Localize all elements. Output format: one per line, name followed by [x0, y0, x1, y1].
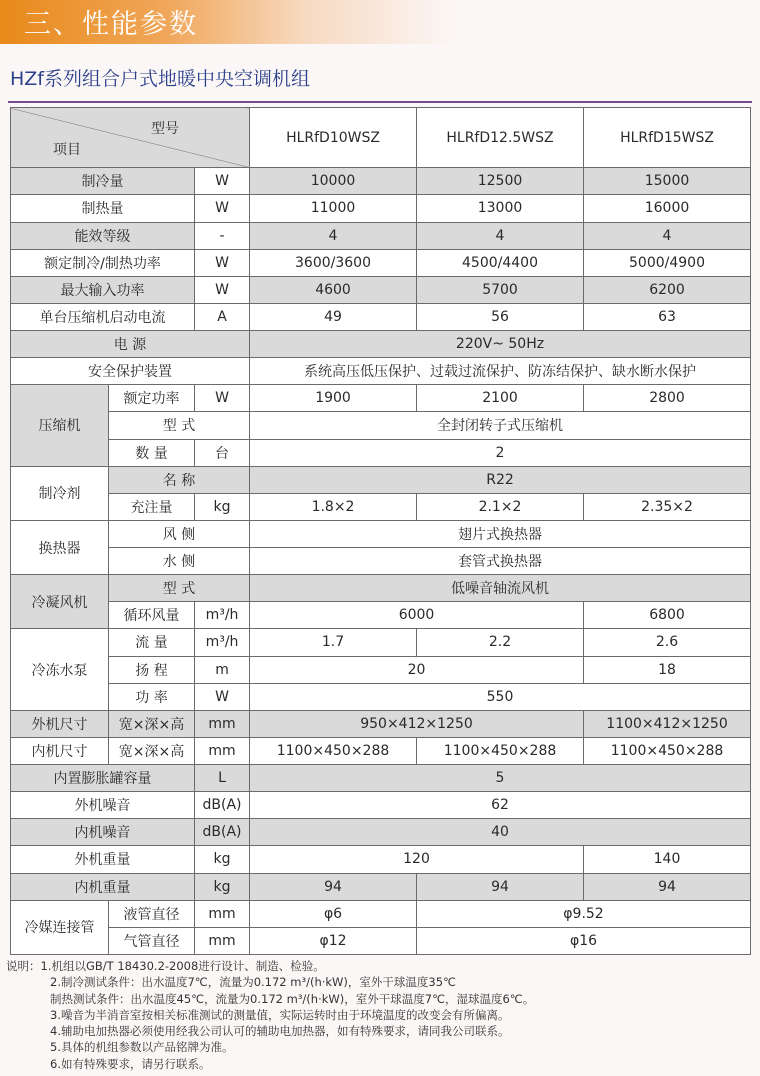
row-value: 6000 [250, 602, 584, 629]
model-name: HLRfD10WSZ [250, 108, 417, 168]
model-name: HLRfD12.5WSZ [417, 108, 584, 168]
table-row [11, 520, 751, 547]
table-row [11, 710, 751, 737]
row-value: 62 [250, 792, 751, 819]
row-value: φ9.52 [417, 900, 751, 927]
table-row [11, 629, 751, 656]
note-line: 4.辅助电加热器必须使用经我公司认可的辅助电加热器，如有特殊要求，请同我公司联系。 [50, 1024, 510, 1039]
row-unit: W [195, 276, 250, 303]
table-row [11, 900, 751, 927]
row-label: 气管直径 [109, 927, 195, 954]
section-banner [0, 0, 760, 44]
note-line: 6.如有特殊要求，请另行联系。 [50, 1056, 211, 1071]
table-row [11, 493, 751, 520]
table-row [11, 439, 751, 466]
note-line: 3.噪音为半消音室按相关标准测试的测量值，实际运转时由于环境温度的改变会有所偏离。 [50, 1007, 510, 1022]
row-label: 型 式 [109, 575, 250, 602]
row-value: φ12 [250, 927, 417, 954]
table-row [11, 927, 751, 954]
row-label: 功 率 [109, 683, 195, 710]
row-value: 6200 [584, 276, 751, 303]
row-label: 内置膨胀罐容量 [11, 765, 195, 792]
table-row [11, 819, 751, 846]
row-unit: mm [195, 900, 250, 927]
row-value: 18 [584, 656, 751, 683]
row-value: 低噪音轴流风机 [250, 575, 751, 602]
row-label: 流 量 [109, 629, 195, 656]
table-row [11, 737, 751, 764]
table-row [11, 466, 751, 493]
row-unit: dB(A) [195, 792, 250, 819]
row-value: 4 [250, 222, 417, 249]
row-value: 2.2 [417, 629, 584, 656]
row-label: 名 称 [109, 466, 250, 493]
title-divider [8, 101, 752, 103]
table-row [11, 303, 751, 330]
row-value: 翅片式换热器 [250, 520, 751, 547]
row-value: 2800 [584, 385, 751, 412]
row-value: φ16 [417, 927, 751, 954]
row-value: 2.6 [584, 629, 751, 656]
row-label: 外机重量 [11, 846, 195, 873]
row-unit: W [195, 249, 250, 276]
row-value: 16000 [584, 195, 751, 222]
row-unit: mm [195, 737, 250, 764]
table-row [11, 846, 751, 873]
row-value: 1100×450×288 [250, 737, 417, 764]
row-value: 4 [584, 222, 751, 249]
note-line: 2.制冷测试条件：出水温度7℃，流量为0.172 m³/(h·kW)，室外干球温度35℃ [50, 975, 456, 990]
row-unit: dB(A) [195, 819, 250, 846]
table-row [11, 331, 751, 358]
row-value: 63 [584, 303, 751, 330]
row-value: 140 [584, 846, 751, 873]
row-value: 1.8×2 [250, 493, 417, 520]
note-line: 5.具体的机组参数以产品铭牌为准。 [50, 1040, 234, 1055]
row-value: 系统高压低压保护、过载过流保护、防冻结保护、缺水断水保护 [250, 358, 751, 385]
row-unit: m [195, 656, 250, 683]
row-unit: W [195, 385, 250, 412]
table-row [11, 575, 751, 602]
row-label: 型 式 [109, 412, 250, 439]
row-label: 外机尺寸 [11, 710, 109, 737]
table-row [11, 683, 751, 710]
row-value: 49 [250, 303, 417, 330]
row-label: 内机尺寸 [11, 737, 109, 764]
row-label: 液管直径 [109, 900, 195, 927]
table-row [11, 385, 751, 412]
row-label: 内机噪音 [11, 819, 195, 846]
note-line: 说明：1.机组以GB/T 18430.2-2008进行设计、制造、检验。 [6, 959, 325, 973]
row-value: 40 [250, 819, 751, 846]
group-label: 制冷剂 [11, 466, 109, 520]
row-unit: kg [195, 493, 250, 520]
row-label: 制热量 [11, 195, 195, 222]
table-row [11, 873, 751, 900]
table-row [11, 168, 751, 195]
row-label: 电 源 [11, 331, 250, 358]
table-row [11, 358, 751, 385]
row-value: 6800 [584, 602, 751, 629]
row-label: 额定功率 [109, 385, 195, 412]
row-value: 11000 [250, 195, 417, 222]
row-label: 内机重量 [11, 873, 195, 900]
row-value: 1100×450×288 [417, 737, 584, 764]
row-value: 15000 [584, 168, 751, 195]
table-row [11, 276, 751, 303]
row-label: 能效等级 [11, 222, 195, 249]
row-label: 额定制冷/制热功率 [11, 249, 195, 276]
product-title: HZf系列组合户式地暖中央空调机组 [10, 68, 310, 90]
row-unit: m³/h [195, 602, 250, 629]
table-row [11, 765, 751, 792]
row-value: 10000 [250, 168, 417, 195]
row-value: 2.35×2 [584, 493, 751, 520]
row-value: 12500 [417, 168, 584, 195]
row-value: 4600 [250, 276, 417, 303]
group-label: 冷凝风机 [11, 575, 109, 629]
row-unit: mm [195, 927, 250, 954]
group-label: 压缩机 [11, 385, 109, 466]
item-label: 项目 [53, 142, 81, 159]
table-row [11, 222, 751, 249]
row-sublabel: 宽×深×高 [109, 710, 195, 737]
row-value: 2 [250, 439, 751, 466]
row-label: 安全保护装置 [11, 358, 250, 385]
table-row [11, 792, 751, 819]
row-value: 56 [417, 303, 584, 330]
row-unit: m³/h [195, 629, 250, 656]
row-unit: W [195, 683, 250, 710]
row-unit: kg [195, 873, 250, 900]
row-value: 1.7 [250, 629, 417, 656]
group-label: 冷媒连接管 [11, 900, 109, 954]
table-row [11, 656, 751, 683]
note-line: 制热测试条件：出水温度45℃，流量为0.172 m³/(h·kW)，室外干球温度7℃，湿球温度6℃。 [50, 991, 535, 1006]
row-label: 扬 程 [109, 656, 195, 683]
row-unit: - [195, 222, 250, 249]
table-row [11, 412, 751, 439]
row-value: 2.1×2 [417, 493, 584, 520]
table-row [11, 548, 751, 575]
row-value: 4 [417, 222, 584, 249]
row-value: R22 [250, 466, 751, 493]
model-name: HLRfD15WSZ [584, 108, 751, 168]
table-header-row [11, 108, 751, 168]
row-label: 单台压缩机启动电流 [11, 303, 195, 330]
spec-table [10, 107, 751, 955]
row-value: 94 [250, 873, 417, 900]
row-value: 1100×450×288 [584, 737, 751, 764]
row-value: 20 [250, 656, 584, 683]
table-row [11, 602, 751, 629]
row-value: 5 [250, 765, 751, 792]
row-value: 94 [584, 873, 751, 900]
row-value: 13000 [417, 195, 584, 222]
row-label: 外机噪音 [11, 792, 195, 819]
row-unit: mm [195, 710, 250, 737]
row-value: 94 [417, 873, 584, 900]
notes-section [6, 958, 534, 1072]
row-value: 全封闭转子式压缩机 [250, 412, 751, 439]
row-label: 水 侧 [109, 548, 250, 575]
row-value: 套管式换热器 [250, 548, 751, 575]
row-value: 2100 [417, 385, 584, 412]
section-title: 三、性能参数 [24, 9, 198, 40]
row-value: 5700 [417, 276, 584, 303]
row-value: 3600/3600 [250, 249, 417, 276]
row-label: 最大输入功率 [11, 276, 195, 303]
header-corner-cell [11, 108, 250, 168]
row-value: 1100×412×1250 [584, 710, 751, 737]
row-value: 5000/4900 [584, 249, 751, 276]
row-label: 循环风量 [109, 602, 195, 629]
row-value: 220V~ 50Hz [250, 331, 751, 358]
row-unit: 台 [195, 439, 250, 466]
row-value: 1900 [250, 385, 417, 412]
row-unit: A [195, 303, 250, 330]
group-label: 冷冻水泵 [11, 629, 109, 710]
row-label: 制冷量 [11, 168, 195, 195]
table-row [11, 249, 751, 276]
row-value: 4500/4400 [417, 249, 584, 276]
model-label: 型号 [151, 121, 180, 137]
table-row [11, 195, 751, 222]
row-value: 120 [250, 846, 584, 873]
row-unit: L [195, 765, 250, 792]
row-unit: W [195, 195, 250, 222]
row-label: 风 侧 [109, 520, 250, 547]
row-label: 充注量 [109, 493, 195, 520]
row-unit: kg [195, 846, 250, 873]
row-value: 950×412×1250 [250, 710, 584, 737]
row-label: 数 量 [109, 439, 195, 466]
row-value: 550 [250, 683, 751, 710]
group-label: 换热器 [11, 520, 109, 574]
row-sublabel: 宽×深×高 [109, 737, 195, 764]
row-unit: W [195, 168, 250, 195]
row-value: φ6 [250, 900, 417, 927]
